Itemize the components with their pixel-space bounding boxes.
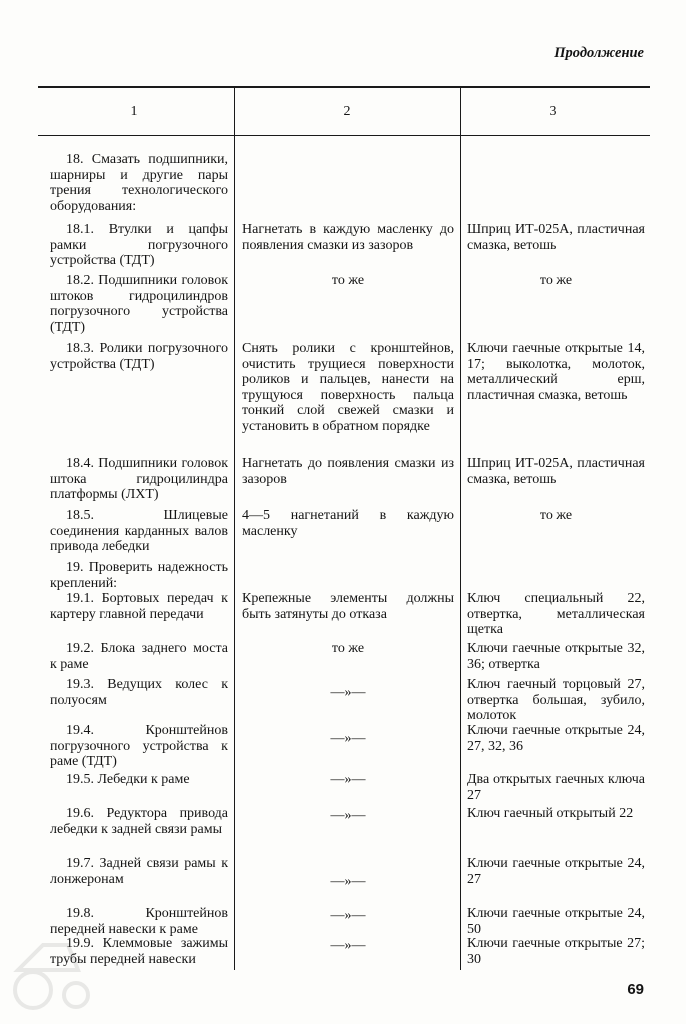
item-text: 18.4. Подшипники головок штока гидроцилиндра платформы (ЛХТ) [50, 456, 228, 502]
item-text: 19.5. Лебедки к раме [66, 772, 190, 787]
item-text: 19.7. Задней связи рамы к лонжеронам [50, 856, 228, 887]
tools-text: Ключ гаечный открытый 22 [467, 806, 634, 821]
tools-text: Ключ гаечный торцовый 27, отвертка большая, зубило, молоток [467, 677, 645, 723]
tools-text: Ключи гаечные открытые 24, 27 [467, 856, 645, 887]
table-top-rule [38, 86, 650, 88]
item-text: 19.8. Кронштейнов передней навески к раме [50, 906, 228, 937]
instruction-text: —»— [330, 938, 366, 953]
tools-text: Шприц ИТ-025А, пластичная смазка, ветошь [467, 222, 645, 253]
tools-text: то же [539, 508, 573, 523]
instruction-text: то же [331, 273, 365, 288]
item-text: 19.2. Блока заднего моста к раме [50, 641, 228, 672]
tools-text: Ключи гаечные открытые 27; 30 [467, 936, 645, 967]
item-text: 18.1. Втулки и цапфы рамки погрузочного устройства (ТДТ) [50, 222, 228, 268]
continuation-label: Продолжение [554, 45, 644, 61]
item-text: 18.3. Ролики погрузочного устройства (ТДТ) [50, 341, 228, 372]
column-header-1: 1 [130, 104, 138, 119]
instruction-text: —»— [330, 908, 366, 923]
tractor-watermark-icon [8, 925, 98, 1015]
tools-text: Ключи гаечные открытые 24, 50 [467, 906, 645, 937]
column-header-3: 3 [549, 104, 557, 119]
item-text: 19.6. Редуктора привода лебедки к задней связи рамы [50, 806, 228, 837]
instruction-text: Нагнетать в каждую масленку до появления смазки из зазоров [242, 222, 454, 253]
instruction-text: —»— [330, 874, 366, 889]
tools-text: Ключи гаечные открытые 14, 17; выколотка, молоток, металлический ерш, пластичная смазка, ветошь [467, 341, 645, 403]
item-text: 18.2. Подшипники головок штоков гидроцилиндров погрузочного устройства (ТДТ) [50, 273, 228, 335]
instruction-text: Крепежные элементы должны быть затянуты до отказа [242, 591, 454, 622]
tools-text: Два открытых гаечных ключа 27 [467, 772, 645, 803]
instruction-text: 4—5 нагнетаний в каждую масленку [242, 508, 454, 539]
tools-text: Ключи гаечные открытые 24, 27, 32, 36 [467, 723, 645, 754]
instruction-text: —»— [330, 731, 366, 746]
column-divider-1 [234, 88, 235, 970]
item-text: 18.5. Шлицевые соединения карданных валов привода лебедки [50, 508, 228, 554]
tools-text: Шприц ИТ-025А, пластичная смазка, ветошь [467, 456, 645, 487]
instruction-text: —»— [330, 772, 366, 787]
item-text: 19. Проверить надежность креплений: [50, 560, 228, 591]
item-text: 19.4. Кронштейнов погрузочного устройства к раме (ТДТ) [50, 723, 228, 769]
column-divider-2 [460, 88, 461, 970]
tools-text: Ключ специальный 22, отвертка, металлическая щетка [467, 591, 645, 637]
tools-text: Ключи гаечные открытые 32, 36; отвертка [467, 641, 645, 672]
instruction-text: Снять ролики с кронштейнов, очистить трущиеся поверхности роликов и пальцев, нанести на трущуюся поверхность пальца тонкий слой свежей смазки и установить в обратном порядке [242, 341, 454, 434]
instruction-text: —»— [330, 808, 366, 823]
item-text: 18. Смазать подшипники, шарниры и другие пары трения технологического оборудования: [50, 152, 228, 214]
instruction-text: то же [331, 641, 365, 656]
page-number: 69 [627, 981, 644, 998]
instruction-text: —»— [330, 685, 366, 700]
instruction-text: Нагнетать до появления смазки из зазоров [242, 456, 454, 487]
tools-text: то же [539, 273, 573, 288]
column-header-2: 2 [343, 104, 351, 119]
table-header-rule [38, 135, 650, 136]
item-text: 19.9. Клеммовые зажимы трубы передней навески [50, 936, 228, 967]
item-text: 19.3. Ведущих колес к полуосям [50, 677, 228, 708]
item-text: 19.1. Бортовых передач к картеру главной передачи [50, 591, 228, 622]
